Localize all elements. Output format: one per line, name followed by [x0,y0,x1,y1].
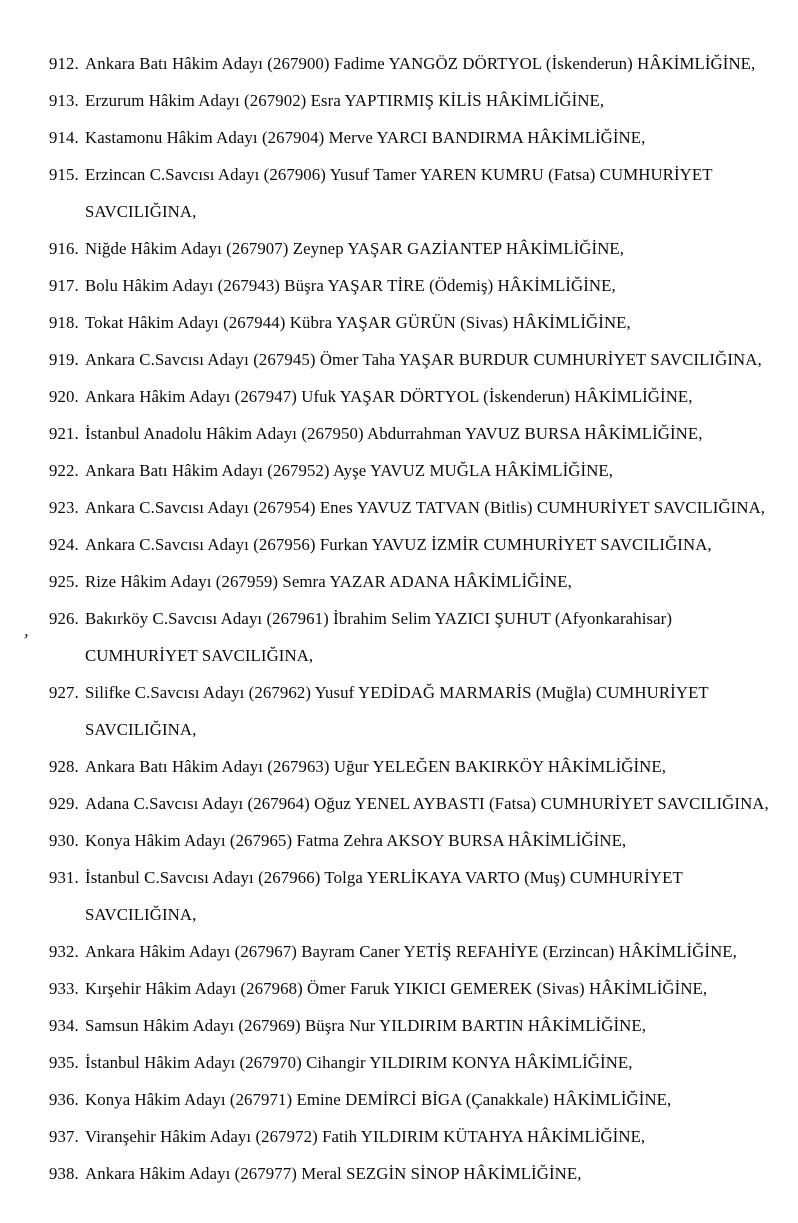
item-number: 915. [49,165,79,184]
item-text-line: Silifke C.Savcısı Adayı (267962) Yusuf YEDİDAĞ MARMARİS (Muğla) CUMHURİYET [85,683,709,702]
item-text [85,1081,758,1118]
item-text [85,1118,758,1155]
item-number: 926. [49,609,79,628]
item-text-line: Niğde Hâkim Adayı (267907) Zeynep YAŞAR GAZİANTEP HÂKİMLİĞİNE, [85,239,625,258]
item-text [85,45,758,82]
list-item [49,378,758,415]
list-item [49,674,758,748]
item-number: 924. [49,535,79,554]
item-text-line: Ankara Hâkim Adayı (267947) Ufuk YAŞAR DÖRTYOL (İskenderun) HÂKİMLİĞİNE, [85,387,693,406]
item-text [85,933,758,970]
item-number: 937. [49,1127,79,1146]
item-text-wrapped-line: SAVCILIĞINA, [85,202,197,221]
item-number: 922. [49,461,79,480]
item-text [85,378,758,415]
list-item [49,415,758,452]
item-text [85,304,758,341]
item-text [85,600,758,674]
item-text-line: Ankara Batı Hâkim Adayı (267900) Fadime YANGÖZ DÖRTYOL (İskenderun) HÂKİMLİĞİNE, [85,54,756,73]
item-text [85,82,758,119]
list-item [49,119,758,156]
list-item [49,156,758,230]
item-text-line: Konya Hâkim Adayı (267965) Fatma Zehra AKSOY BURSA HÂKİMLİĞİNE, [85,831,627,850]
item-text [85,230,758,267]
item-number: 931. [49,868,79,887]
item-text [85,1044,758,1081]
item-number: 928. [49,757,79,776]
item-text-line: Bolu Hâkim Adayı (267943) Büşra YAŞAR TİRE (Ödemiş) HÂKİMLİĞİNE, [85,276,616,295]
item-text [85,1007,758,1044]
item-text-line: İstanbul Hâkim Adayı (267970) Cihangir YILDIRIM KONYA HÂKİMLİĞİNE, [85,1053,633,1072]
list-item [49,1081,758,1118]
item-text-wrapped-line: CUMHURİYET SAVCILIĞINA, [85,646,314,665]
list-item [49,452,758,489]
list-item [49,822,758,859]
item-text-line: Ankara C.Savcısı Adayı (267954) Enes YAVUZ TATVAN (Bitlis) CUMHURİYET SAVCILIĞINA, [85,498,766,517]
list-item [49,563,758,600]
item-text [85,822,758,859]
item-text [85,970,758,1007]
item-text [85,526,758,563]
item-text-line: Ankara C.Savcısı Adayı (267945) Ömer Taha YAŞAR BURDUR CUMHURİYET SAVCILIĞINA, [85,350,762,369]
list-item [49,341,762,378]
item-text [85,859,758,933]
list-item [49,785,769,822]
item-text-line: İstanbul C.Savcısı Adayı (267966) Tolga YERLİKAYA VARTO (Muş) CUMHURİYET [85,868,683,887]
item-text-line: Viranşehir Hâkim Adayı (267972) Fatih YILDIRIM KÜTAHYA HÂKİMLİĞİNE, [85,1127,646,1146]
list-item [49,970,758,1007]
scan-artifact-mark: , [23,619,31,641]
list-item [49,230,758,267]
item-text-line: İstanbul Anadolu Hâkim Adayı (267950) Abdurrahman YAVUZ BURSA HÂKİMLİĞİNE, [85,424,703,443]
item-text [85,452,758,489]
item-number: 933. [49,979,79,998]
item-number: 930. [49,831,79,850]
item-text-line: Ankara Hâkim Adayı (267967) Bayram Caner YETİŞ REFAHİYE (Erzincan) HÂKİMLİĞİNE, [85,942,737,961]
list-item [49,1044,758,1081]
list-item [49,82,758,119]
item-text-line: Bakırköy C.Savcısı Adayı (267961) İbrahim Selim YAZICI ŞUHUT (Afyonkarahisar) [85,609,673,628]
item-text-line: Ankara Batı Hâkim Adayı (267952) Ayşe YAVUZ MUĞLA HÂKİMLİĞİNE, [85,461,614,480]
item-text [85,1155,758,1192]
item-text-line: Tokat Hâkim Adayı (267944) Kübra YAŞAR GÜRÜN (Sivas) HÂKİMLİĞİNE, [85,313,631,332]
item-text-wrapped-line: SAVCILIĞINA, [85,905,197,924]
item-number: 936. [49,1090,79,1109]
item-text [85,489,766,526]
item-text-line: Ankara C.Savcısı Adayı (267956) Furkan YAVUZ İZMİR CUMHURİYET SAVCILIĞINA, [85,535,712,554]
list-item [49,748,758,785]
item-number: 918. [49,313,79,332]
item-text [85,267,758,304]
item-number: 917. [49,276,79,295]
item-number: 929. [49,794,79,813]
item-number: 913. [49,91,79,110]
assignment-list [49,45,769,1192]
item-text-line: Erzurum Hâkim Adayı (267902) Esra YAPTIRMIŞ KİLİS HÂKİMLİĞİNE, [85,91,605,110]
item-text-wrapped-line: SAVCILIĞINA, [85,720,197,739]
list-item [49,1007,758,1044]
list-item [49,1155,758,1192]
item-number: 919. [49,350,79,369]
item-number: 932. [49,942,79,961]
item-text-line: Rize Hâkim Adayı (267959) Semra YAZAR ADANA HÂKİMLİĞİNE, [85,572,572,591]
item-text-line: Erzincan C.Savcısı Adayı (267906) Yusuf Tamer YAREN KUMRU (Fatsa) CUMHURİYET [85,165,713,184]
item-text-line: Ankara Batı Hâkim Adayı (267963) Uğur YELEĞEN BAKIRKÖY HÂKİMLİĞİNE, [85,757,667,776]
list-item [49,859,758,933]
item-number: 912. [49,54,79,73]
item-text-line: Samsun Hâkim Adayı (267969) Büşra Nur YILDIRIM BARTIN HÂKİMLİĞİNE, [85,1016,647,1035]
item-number: 914. [49,128,79,147]
list-item [49,45,758,82]
item-text [85,341,762,378]
item-text [85,748,758,785]
list-item [49,600,758,674]
list-item [49,267,758,304]
item-text-line: Adana C.Savcısı Adayı (267964) Oğuz YENEL AYBASTI (Fatsa) CUMHURİYET SAVCILIĞINA, [85,794,769,813]
item-text [85,674,758,748]
item-text-line: Ankara Hâkim Adayı (267977) Meral SEZGİN SİNOP HÂKİMLİĞİNE, [85,1164,582,1183]
list-item [49,489,766,526]
item-text [85,563,758,600]
item-number: 925. [49,572,79,591]
item-number: 927. [49,683,79,702]
item-number: 916. [49,239,79,258]
item-text [85,785,769,822]
item-text-line: Kırşehir Hâkim Adayı (267968) Ömer Faruk YIKICI GEMEREK (Sivas) HÂKİMLİĞİNE, [85,979,708,998]
list-item [49,304,758,341]
item-text-line: Konya Hâkim Adayı (267971) Emine DEMİRCİ BİGA (Çanakkale) HÂKİMLİĞİNE, [85,1090,672,1109]
item-number: 935. [49,1053,79,1072]
item-text [85,119,758,156]
item-text-line: Kastamonu Hâkim Adayı (267904) Merve YARCI BANDIRMA HÂKİMLİĞİNE, [85,128,646,147]
item-text [85,415,758,452]
item-number: 934. [49,1016,79,1035]
item-number: 938. [49,1164,79,1183]
list-item [49,1118,758,1155]
item-text [85,156,758,230]
item-number: 923. [49,498,79,517]
item-number: 920. [49,387,79,406]
item-number: 921. [49,424,79,443]
list-item [49,526,758,563]
list-item [49,933,758,970]
